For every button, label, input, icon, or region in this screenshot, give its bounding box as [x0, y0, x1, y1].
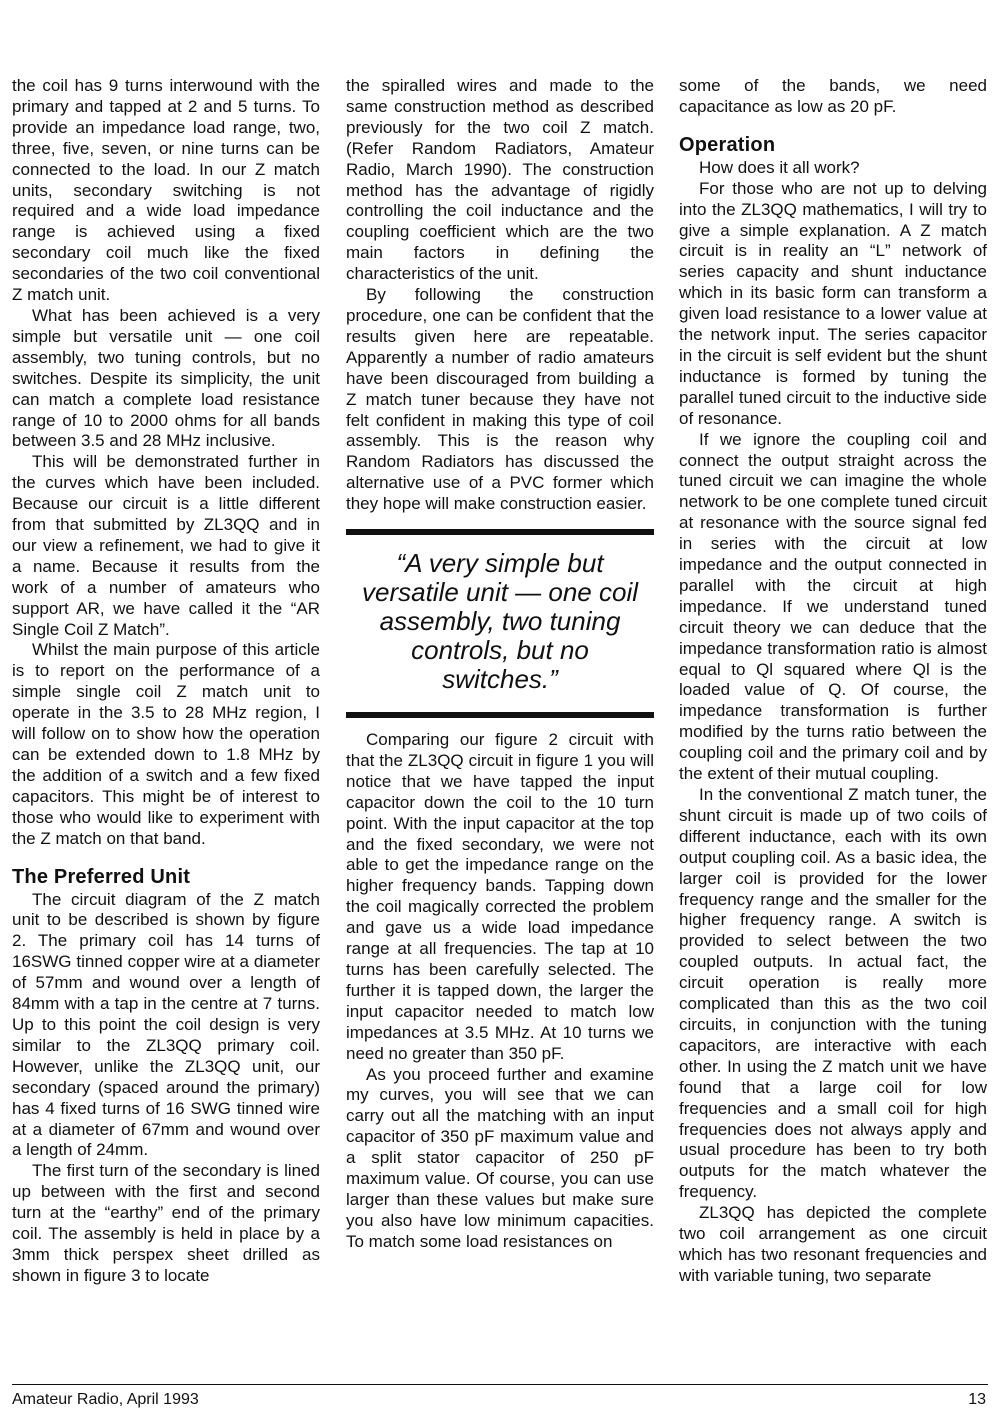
- text-column-2: [346, 76, 654, 1253]
- paragraph: The first turn of the secondary is lined up between with the first and second turn at the “earthy” end of the primary coil. The assembly is held in place by a 3mm thick perspex sheet drilled as shown in figure 3 to locate: [12, 1161, 320, 1285]
- paragraph: the coil has 9 turns interwound with the primary and tapped at 2 and 5 turns. To provide an impedance load range, two, three, five, seven, or nine turns can be connected to the load. In our Z match units, secondary switching is not required and a wide load impedance range is achieved using a fixed secondary coil much like the fixed secondaries of the two coil conventional Z match unit.: [12, 76, 320, 305]
- paragraph: The circuit diagram of the Z match unit to be described is shown by figure 2. The primary coil has 14 turns of 16SWG tinned copper wire at a diameter of 57mm and wound over a length of 84mm with a tap in the centre at 7 turns. Up to this point the coil design is very similar to the ZL3QQ primary coil. However, unlike the ZL3QQ unit, our secondary (spaced around the primary) has 4 fixed turns of 16 SWG tinned wire at a diameter of 67mm and wound over a length of 24mm.: [12, 889, 320, 1160]
- paragraph: some of the bands, we need capacitance as low as 20 pF.: [679, 76, 987, 116]
- paragraph: Comparing our figure 2 circuit with that the ZL3QQ circuit in figure 1 you will notice that we have tapped the input capacitor down the coil to the 10 turn point. With the input capacitor at the top and the fixed secondary, we were not able to get the impedance range on the higher frequency bands. Tapping down the coil magically corrected the problem and gave us a wide load impedance range at all frequencies. The tap at 10 turns has been carefully selected. The further it is tapped down, the larger the input capacitor needed to match low impedances at 3.5 MHz. At 10 turns we need no greater than 350 pF.: [346, 730, 654, 1063]
- paragraph: What has been achieved is a very simple but versatile unit — one coil assembly, two tuning controls, but no switches. Despite its simplicity, the unit can match a complete load resistance range of 10 to 2000 ohms for all bands between 3.5 and 28 MHz inclusive.: [12, 305, 320, 451]
- paragraph: If we ignore the coupling coil and connect the output straight across the tuned circuit we can imagine the whole network to be one complete tuned circuit at resonance with the source signal fed in series with the circuit at low impedance and the output connected in parallel with the circuit at high impedance. If we understand tuned circuit theory we can deduce that the impedance transformation ratio is almost equal to Ql squared where Ql is the loaded value of Q. Of course, the impedance transformation is further modified by the turns ratio between the coupling coil and the primary coil and by the extent of their mutual coupling.: [679, 429, 987, 784]
- text-column-1: [12, 76, 320, 1287]
- paragraph: ZL3QQ has depicted the complete two coil arrangement as one circuit which has two resonant frequencies and with variable tuning, two separate: [679, 1203, 987, 1285]
- footer-publication: Amateur Radio, April 1993: [12, 1391, 199, 1408]
- paragraph: Whilst the main purpose of this article is to report on the performance of a simple single coil Z match unit to operate in the 3.5 to 28 MHz region, I will follow on to show how the operation can be extended down to 1.8 MHz by the addition of a switch and a few fixed capacitors. This might be of interest to those who would like to experiment with the Z match on that band.: [12, 640, 320, 848]
- paragraph: As you proceed further and examine my curves, you will see that we can carry out all the matching with an input capacitor of 350 pF maximum value and a split stator capacitor of 250 pF maximum value. Of course, you can use larger than these values but make sure you also have low minimum capacities. To match some load resistances on: [346, 1064, 654, 1251]
- paragraph: For those who are not up to delving into the ZL3QQ mathematics, I will try to give a simple explanation. A Z match circuit is in reality an “L” network of series capacity and shunt inductance which in its basic form can transform a given load resistance to a lower value at the network input. The series capacitor in the circuit is self evident but the shunt inductance is formed by tuning the parallel tuned circuit to the inductive side of resonance.: [679, 178, 987, 428]
- paragraph: How does it all work?: [699, 157, 860, 177]
- section-heading: Operation: [679, 133, 776, 156]
- footer-divider: [12, 1384, 988, 1385]
- paragraph: In the conventional Z match tuner, the shunt circuit is made up of two coils of different inductance, each with its own output coupling coil. As a basic idea, the larger coil is provided for the lower frequency range and the smaller for the higher frequency range. A switch is provided to select between the two coupled outputs. In actual fact, the circuit operation is really more complicated than this as the two coil circuits, in conjunction with the tuning capacitors, are interactive with each other. In using the Z match unit we have found that a large coil for low frequencies and a small coil for high frequencies does not always apply and usual procedure has been to try both outputs for the match whatever the frequency.: [679, 785, 987, 1202]
- pull-quote: “A very simple but versatile unit — one coil assembly, two tuning controls, but no switches.”: [346, 529, 654, 718]
- paragraph: This will be demonstrated further in the curves which have been included. Because our circuit is a little different from that submitted by ZL3QQ and in our view a refinement, we had to give it a name. Because it results from the work of a number of amateurs who support AR, we have called it the “AR Single Coil Z Match”.: [12, 452, 320, 639]
- page-number: 13: [968, 1391, 986, 1408]
- paragraph: the spiralled wires and made to the same construction method as described previously for the two coil Z match. (Refer Random Radiators, Amateur Radio, March 1990). The construction method has the advantage of rigidly controlling the coil inductance and the coupling coefficient which are the two main factors in defining the characteristics of the unit.: [346, 76, 654, 284]
- paragraph: By following the construction procedure, one can be confident that the results given here are repeatable. Apparently a number of radio amateurs have been discouraged from building a Z match tuner because they have not felt confident in making this type of coil assembly. This is the reason why Random Radiators has discussed the alternative use of a PVC former which they hope will make construction easier.: [346, 285, 654, 514]
- text-column-3: [679, 76, 987, 1287]
- section-heading: The Preferred Unit: [12, 865, 191, 888]
